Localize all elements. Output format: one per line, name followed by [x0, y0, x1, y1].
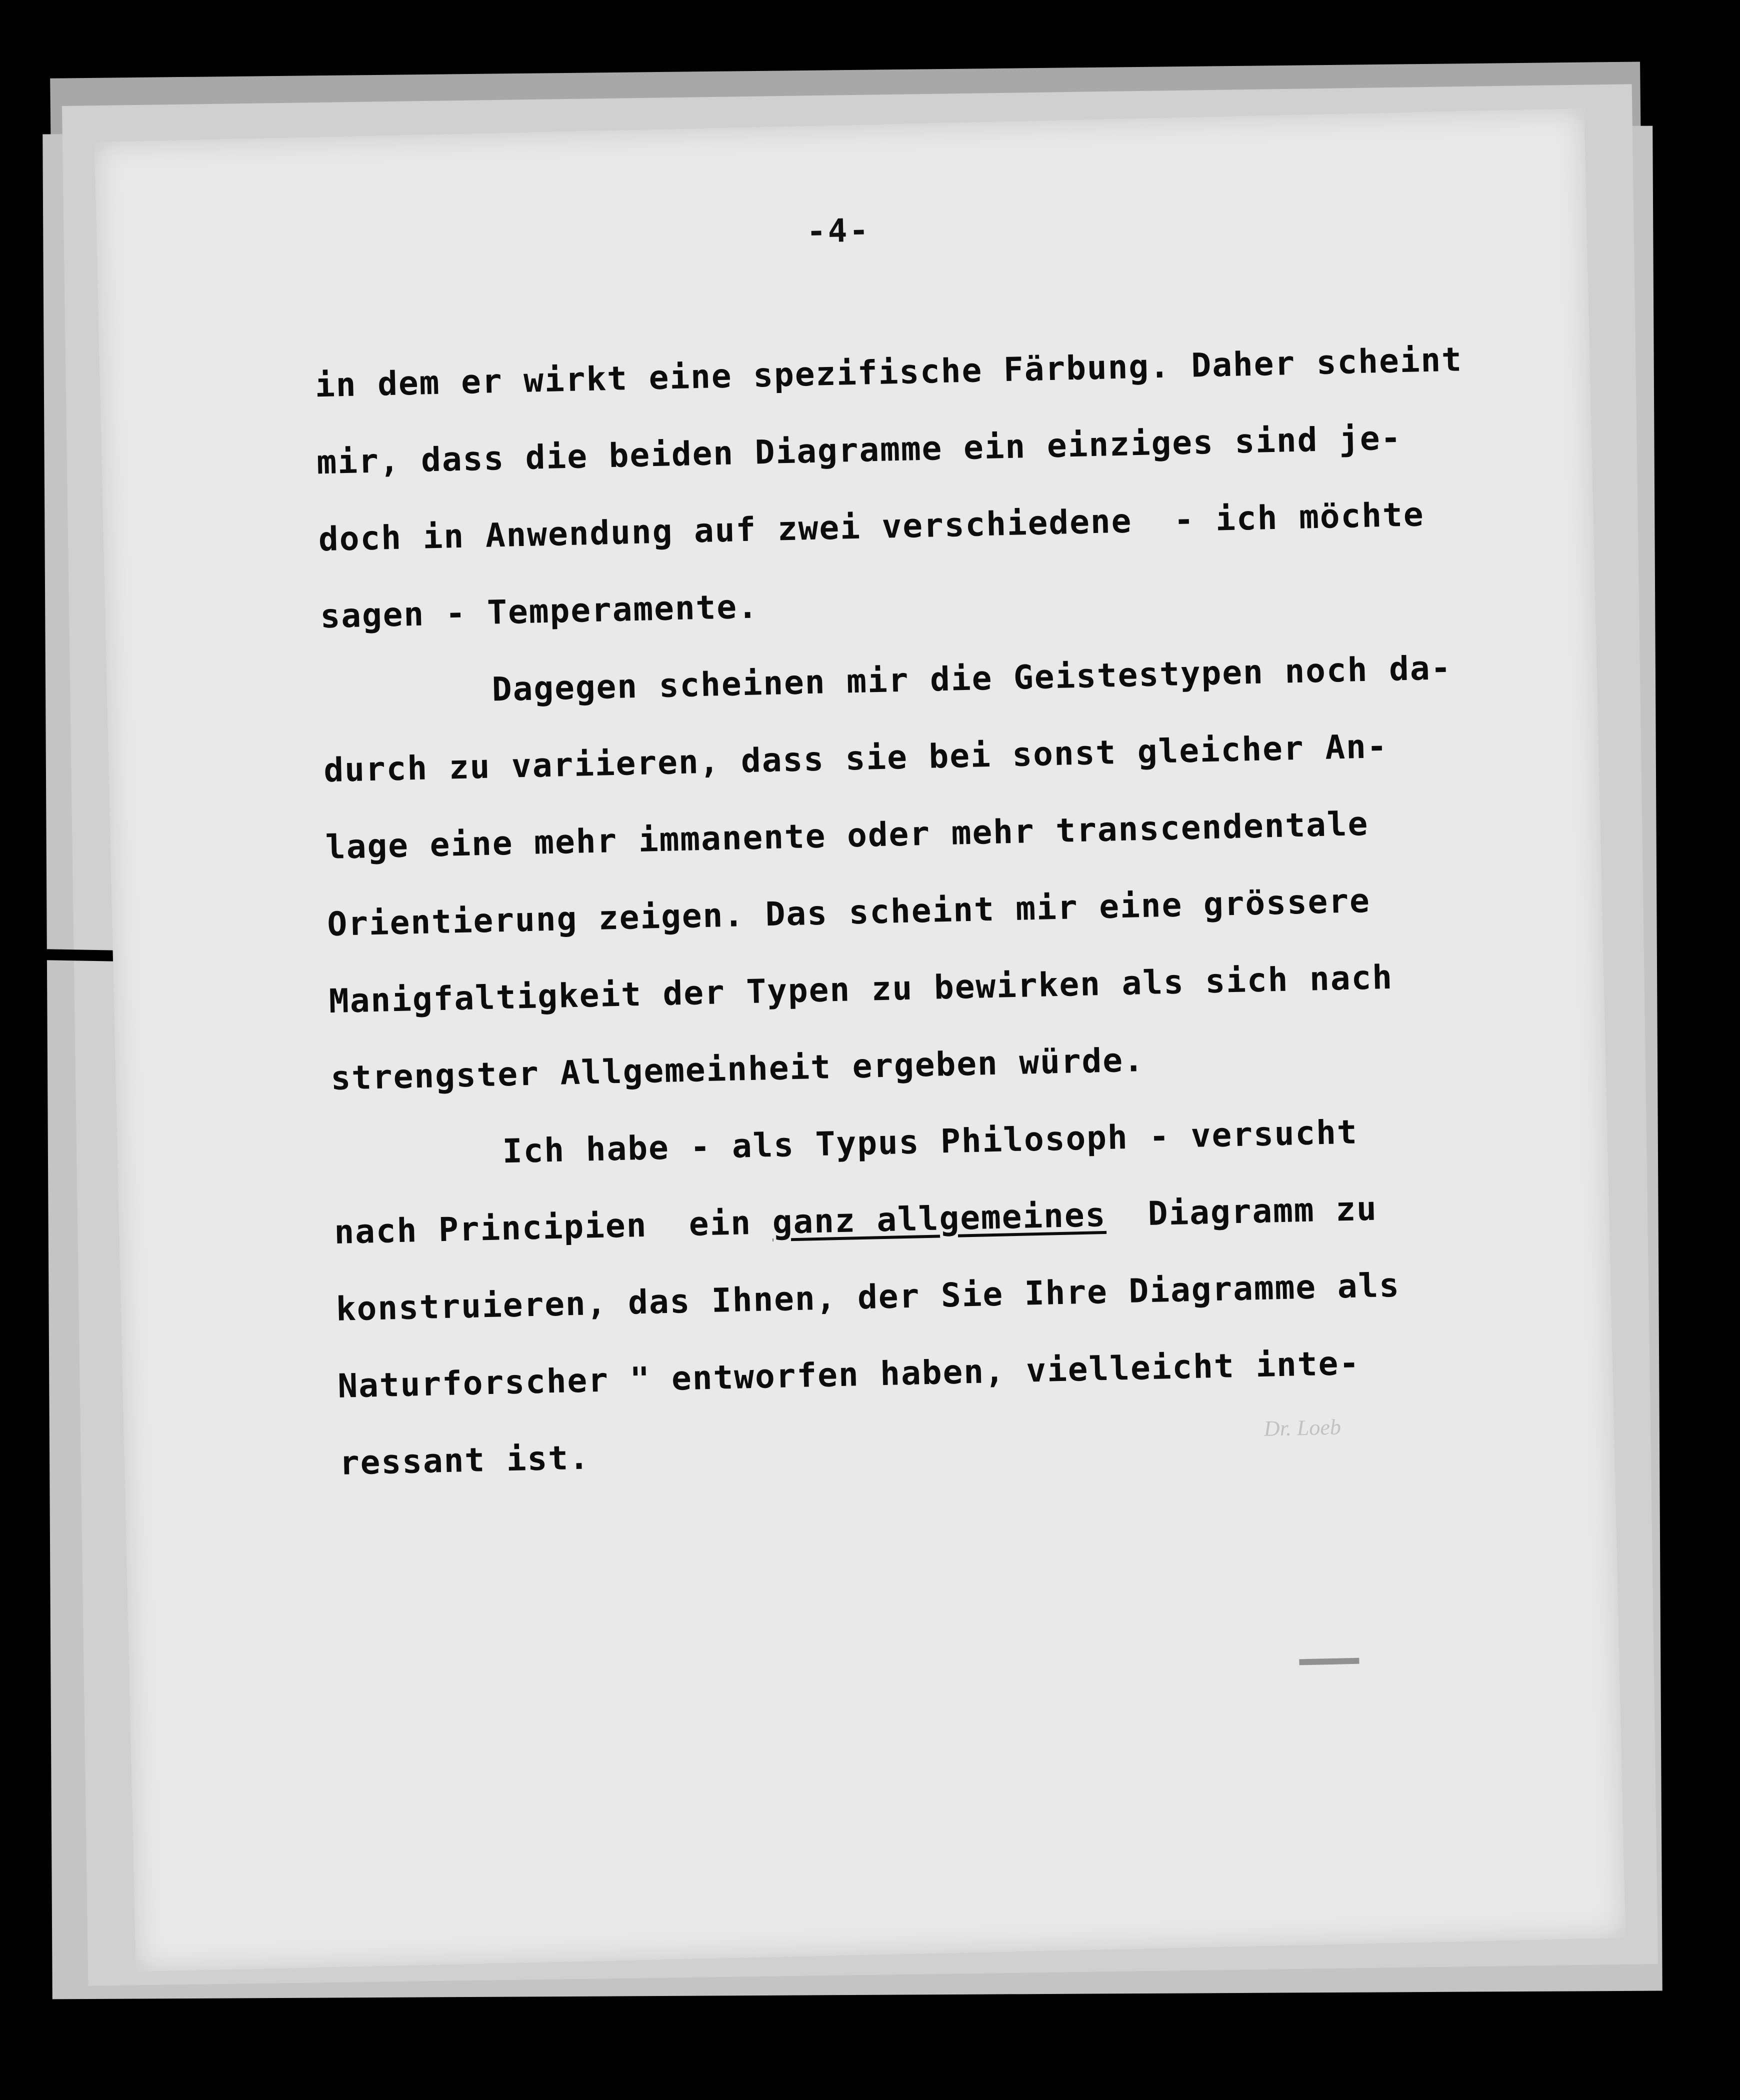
- text-line: ressant ist.: [339, 1438, 590, 1482]
- text-line: sagen - Temperamente.: [320, 587, 759, 636]
- text-line: strengster Allgemeinheit ergeben würde.: [330, 1040, 1145, 1098]
- text-line: lage eine mehr immanente oder mehr transcendentale: [325, 804, 1370, 867]
- text-line: konstruieren, das Ihnen, der Sie Ihre Diagramme als: [336, 1266, 1400, 1328]
- ink-smudge: [1299, 1658, 1359, 1666]
- text-line: Dagegen scheinen mir die Geistestypen noch da-: [492, 648, 1452, 709]
- page-number: -4-: [806, 212, 871, 250]
- text-line: Naturforscher " entworfen haben, vielleicht inte-: [337, 1344, 1360, 1406]
- underlined-phrase: ganz allgemeines: [772, 1195, 1107, 1242]
- document-page: [94, 108, 1626, 1972]
- letter-body: [314, 321, 1490, 1502]
- text-line: in dem er wirkt eine spezifische Färbung. Daher scheint: [314, 340, 1463, 405]
- bleed-through-text: Dr. Loeb: [1264, 1414, 1342, 1441]
- text-line: mir, dass die beiden Diagramme ein einziges sind je-: [316, 418, 1402, 482]
- text-segment: nach Principien ein: [334, 1203, 773, 1252]
- text-line: Orientierung zeigen. Das scheint mir eine grössere: [326, 881, 1371, 944]
- text-segment: Diagramm zu: [1106, 1189, 1378, 1234]
- text-line: Ich habe - als Typus Philosoph - versucht: [502, 1112, 1358, 1171]
- text-line: doch in Anwendung auf zwei verschiedene - ich möchte: [318, 495, 1425, 559]
- text-line: Manigfaltigkeit der Typen zu bewirken als sich nach: [328, 958, 1394, 1021]
- text-line: durch zu variieren, dass sie bei sonst gleicher An-: [323, 726, 1388, 790]
